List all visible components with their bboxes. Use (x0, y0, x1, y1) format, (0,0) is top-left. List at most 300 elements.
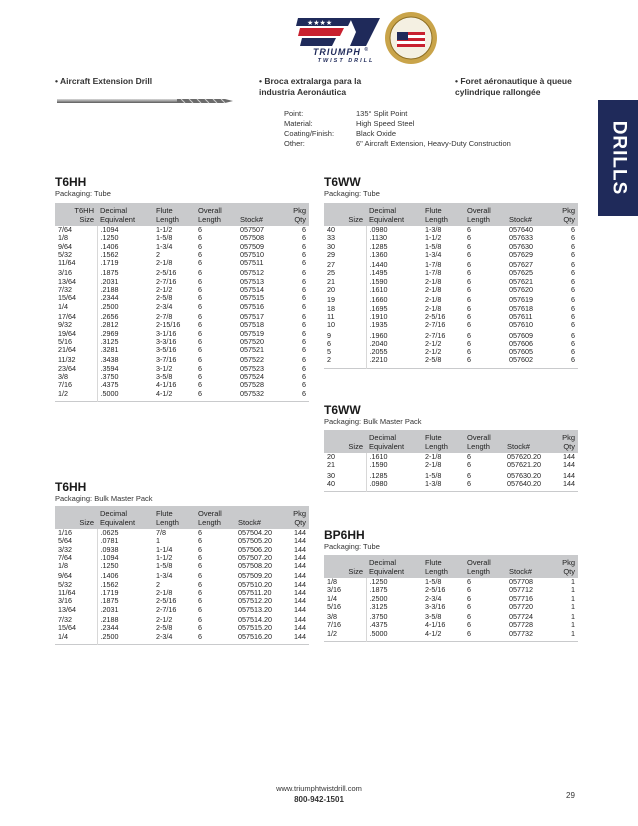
table-cell: 057532 (240, 388, 264, 398)
table-cell: .1562 (97, 251, 153, 259)
table-cell: 6 (302, 301, 306, 311)
table-cell: 1 (571, 601, 575, 611)
column-header-line: Qty (294, 518, 306, 527)
table-cell: 6 (302, 233, 306, 243)
footer-website[interactable]: www.triumphtwistdrill.com (276, 784, 362, 793)
table-row (55, 251, 309, 259)
table-cell: 7/64 (58, 552, 72, 562)
table-cell: .1719 (97, 259, 153, 267)
table-row (324, 269, 578, 277)
made-in-usa-seal-icon (383, 10, 439, 66)
table-cell: 3/8 (58, 372, 68, 382)
table-cell: 6 (571, 268, 575, 278)
table-cell: 1-5/8 (425, 470, 442, 480)
table-cell: 21/64 (58, 345, 76, 355)
table-cell: .1590 (366, 461, 422, 469)
table-row (324, 251, 578, 259)
table-cell: 18 (327, 303, 335, 313)
table-cell: 6 (198, 345, 202, 355)
table-cell: 1-5/8 (156, 233, 173, 243)
table-cell: 2-3/4 (156, 631, 173, 641)
table-cell: 3-1/2 (156, 363, 173, 373)
column-header-line: Decimal (100, 509, 128, 518)
table-cell: .1875 (97, 597, 153, 605)
column-header-line: T6HH (74, 206, 94, 215)
table-cell: 6 (571, 241, 575, 251)
table-cell: .5000 (366, 630, 422, 642)
t6ww-bulk-subtitle: Packaging: Bulk Master Pack (324, 417, 422, 426)
table-cell: 6 (198, 293, 202, 303)
table-cell: .0938 (97, 546, 153, 554)
table-cell: 1-1/2 (156, 552, 173, 562)
table-cell: 6 (467, 260, 471, 270)
table-cell: 057620.20 (507, 452, 541, 461)
table-cell: 21 (327, 276, 335, 286)
column-header-line: Length (467, 215, 490, 224)
table-cell: 6 (467, 311, 471, 321)
table-cell: .3125 (97, 338, 153, 346)
column-header-line: Flute (425, 558, 442, 567)
table-cell: 057522 (240, 355, 264, 365)
table-cell: 6 (467, 612, 471, 622)
table-cell: 1-1/2 (156, 225, 173, 234)
table-row (55, 303, 309, 311)
column-header (97, 203, 153, 226)
column-header (464, 203, 506, 226)
table-cell: 9/32 (58, 320, 72, 330)
t6hh-tube-title: T6HH (55, 175, 87, 189)
column-header-line: Length (467, 442, 490, 451)
table-row (55, 390, 309, 402)
table-cell: 6 (302, 355, 306, 365)
table-cell: 1/4 (327, 593, 337, 603)
column-header (55, 203, 97, 226)
table-cell: 6 (467, 241, 471, 251)
table-cell: 1-1/2 (425, 233, 442, 243)
table-cell: 6 (571, 355, 575, 365)
table-row (324, 340, 578, 348)
drill-bit-image (55, 96, 235, 106)
t6ww-tube-subtitle: Packaging: Tube (324, 189, 380, 198)
table-cell: 144 (563, 452, 575, 461)
table-header-row (324, 430, 578, 453)
table-row (324, 586, 578, 594)
table-header-row (55, 203, 309, 226)
column-header-line: Length (198, 518, 221, 527)
table-header-row (324, 203, 578, 226)
table-cell: 057605 (509, 347, 533, 357)
table-cell: 6 (571, 320, 575, 330)
table-cell: 2-3/4 (425, 593, 442, 603)
table-cell: 2-5/16 (156, 268, 177, 278)
table-cell: 057606 (509, 338, 533, 348)
table-cell: 6 (302, 380, 306, 390)
table-cell: 144 (294, 552, 306, 562)
t6hh-tube-subtitle: Packaging: Tube (55, 189, 111, 198)
table-cell: 6 (302, 241, 306, 251)
table-row (324, 321, 578, 329)
table-cell: 057732 (509, 628, 533, 638)
table-cell: .3125 (366, 603, 422, 611)
table-cell: 057518 (240, 320, 264, 330)
table-row (324, 278, 578, 286)
table-cell: 2-5/8 (425, 355, 442, 365)
t6ww-tube-title: T6WW (324, 175, 361, 189)
page-number: 29 (566, 791, 575, 800)
table-cell: 057611 (509, 311, 533, 321)
table-cell: 057509.20 (238, 571, 272, 581)
column-header-line: Size (79, 518, 94, 527)
table-cell: 144 (294, 544, 306, 554)
table-row (324, 630, 578, 642)
table-cell: 23/64 (58, 363, 76, 373)
table-cell: 2-1/8 (425, 276, 442, 286)
table-cell: .2812 (97, 321, 153, 329)
table-cell: .4375 (366, 621, 422, 629)
column-header (324, 555, 366, 578)
table-cell: .3750 (97, 373, 153, 381)
table-cell: 057609 (509, 330, 533, 340)
table-cell: 40 (327, 478, 335, 488)
table-cell: 6 (302, 311, 306, 321)
column-header-line: Flute (156, 206, 173, 215)
table-row (324, 330, 578, 340)
column-header (324, 203, 366, 226)
table-row (55, 226, 309, 234)
column-header-line: Size (348, 567, 363, 576)
table-cell: 1-3/4 (156, 241, 173, 251)
table-cell: 3/16 (58, 596, 72, 606)
table-row (324, 480, 578, 492)
column-header (235, 506, 283, 529)
table-cell: 6 (327, 338, 331, 348)
table-cell: .1250 (366, 578, 422, 586)
table-cell: 2 (327, 355, 331, 365)
table-cell: 6 (198, 363, 202, 373)
t6ww-bulk-title: T6WW (324, 403, 361, 417)
table-header-row (55, 506, 309, 529)
column-header-line: Qty (294, 215, 306, 224)
table-cell: 6 (571, 330, 575, 340)
table-cell: 6 (467, 620, 471, 630)
column-header-line: Size (348, 442, 363, 451)
column-header-line: Length (467, 567, 490, 576)
column-header (422, 555, 464, 578)
column-header-line (327, 433, 363, 442)
table-cell: 057511 (240, 258, 264, 268)
table-cell: 1/4 (58, 631, 68, 641)
table-cell: 144 (563, 460, 575, 470)
table-cell: 144 (294, 631, 306, 641)
drills-section-tab: DRILLS (598, 100, 638, 216)
table-cell: .3281 (97, 346, 153, 354)
table-cell: 6 (198, 372, 202, 382)
table-cell: 6 (302, 328, 306, 338)
table-cell: 057625 (509, 268, 533, 278)
column-header-line: Qty (563, 567, 575, 576)
column-header-line (58, 509, 94, 518)
column-header (237, 203, 283, 226)
table-cell: 057630 (509, 241, 533, 251)
table-cell: 6 (302, 293, 306, 303)
table-cell: 057516.20 (238, 631, 272, 641)
table-cell: 6 (302, 345, 306, 355)
table-cell: 19/64 (58, 328, 76, 338)
table-cell: 057720 (509, 601, 533, 611)
column-header (366, 555, 422, 578)
table-cell: 6 (467, 295, 471, 305)
table-cell: 6 (198, 552, 202, 562)
table-cell: 057506.20 (238, 544, 272, 554)
t6hh-bulk-subtitle: Packaging: Bulk Master Pack (55, 494, 153, 503)
table-cell: 6 (467, 347, 471, 357)
column-header-line (240, 206, 280, 215)
table-cell: 144 (563, 470, 575, 480)
table-cell: 6 (467, 330, 471, 340)
column-header-line: Overall (467, 206, 491, 215)
table-cell: 6 (302, 276, 306, 286)
table-cell: 2-7/16 (156, 604, 177, 614)
table-cell: 2-1/2 (425, 338, 442, 348)
table-cell: 2-5/16 (425, 585, 446, 595)
table-cell: 2-5/16 (156, 596, 177, 606)
table-cell: 2-5/8 (156, 293, 173, 303)
table-row (55, 243, 309, 251)
table-header-row (324, 555, 578, 578)
table-row (324, 305, 578, 313)
column-header (366, 203, 422, 226)
table-cell: 5/64 (58, 536, 72, 546)
column-header (552, 555, 578, 578)
table-cell: 6 (302, 225, 306, 234)
table-cell: 6 (571, 276, 575, 286)
table-cell: .1094 (97, 554, 153, 562)
table-cell: 057512 (240, 268, 264, 278)
table-row (55, 354, 309, 364)
table-cell: 9/64 (58, 241, 72, 251)
table-cell: 144 (294, 561, 306, 571)
footer-phone: 800-942-1501 (294, 795, 344, 804)
table-cell: 144 (294, 623, 306, 633)
table-cell: 20 (327, 285, 335, 295)
column-header-line: Decimal (369, 558, 397, 567)
table-cell: .1590 (366, 278, 422, 286)
column-header-line: Length (425, 567, 448, 576)
column-header-line: Stock# (238, 518, 261, 527)
table-cell: 057618 (509, 303, 533, 313)
table-cell: 057523 (240, 363, 264, 373)
table-cell: 6 (467, 320, 471, 330)
table-row (55, 311, 309, 321)
table-cell: 6 (467, 233, 471, 243)
table-cell: 6 (302, 320, 306, 330)
table-cell: 057640.20 (507, 478, 541, 488)
table-cell: 6 (198, 604, 202, 614)
table-cell: 9 (327, 330, 331, 340)
table-cell: 13/64 (58, 276, 76, 286)
column-header (55, 506, 97, 529)
table-cell: 29 (327, 249, 335, 259)
column-header-line: Equivalent (369, 215, 405, 224)
table-cell: 30 (327, 241, 335, 251)
table-cell: 6 (198, 233, 202, 243)
table-cell: .1406 (97, 570, 153, 580)
title-french: • Foret aéronautique à queue cylindrique rallongée (455, 76, 572, 97)
table-cell: 1 (571, 612, 575, 622)
table-cell: 6 (467, 577, 471, 586)
table-cell: 2-1/2 (156, 614, 173, 624)
bp6hh-tube-title: BP6HH (324, 528, 365, 542)
column-header-line (327, 206, 363, 215)
t6hh-bulk-title: T6HH (55, 480, 87, 494)
table-cell: 2-1/8 (425, 460, 442, 470)
table-cell: 057602 (509, 355, 533, 365)
table-cell: 7/16 (58, 380, 72, 390)
table-cell: 1 (571, 593, 575, 603)
column-header-line: Length (425, 215, 448, 224)
table-cell: 6 (198, 571, 202, 581)
table-cell: 6 (198, 328, 202, 338)
table-cell: 10 (327, 320, 335, 330)
column-header (97, 506, 153, 529)
table-row (55, 234, 309, 242)
table-cell: .1875 (97, 267, 153, 277)
table-cell: 057621 (509, 276, 533, 286)
table-cell: 6 (198, 380, 202, 390)
table-cell: 057708 (509, 577, 533, 586)
column-header-line: Length (425, 442, 448, 451)
column-header-line: Equivalent (369, 442, 405, 451)
table-cell: 40 (327, 225, 335, 234)
column-header (153, 203, 195, 226)
column-header-line: Equivalent (100, 215, 136, 224)
table-cell: .1960 (366, 330, 422, 340)
table-row (55, 346, 309, 354)
table-cell: .1562 (97, 581, 153, 589)
table-cell: .1935 (366, 321, 422, 329)
table-cell: 3-7/16 (156, 355, 177, 365)
table-cell: 6 (467, 225, 471, 234)
table-cell: 6 (198, 285, 202, 295)
table-cell: 144 (294, 604, 306, 614)
table-cell: 057728 (509, 620, 533, 630)
table-row (55, 278, 309, 286)
table-cell: .5000 (97, 390, 153, 402)
table-cell: 2-1/8 (425, 303, 442, 313)
table-cell: 6 (467, 303, 471, 313)
column-header (552, 203, 578, 226)
table-cell: 6 (467, 628, 471, 638)
column-header-line: Overall (198, 206, 222, 215)
table-cell: 1/8 (58, 233, 68, 243)
table-cell: 11/64 (58, 258, 76, 268)
table-cell: 2-15/16 (156, 320, 181, 330)
table-cell: 2-1/8 (156, 258, 173, 268)
table-cell: 6 (571, 338, 575, 348)
table-cell: .1910 (366, 313, 422, 321)
table-cell: 2-1/8 (425, 295, 442, 305)
table-cell: 057519 (240, 328, 264, 338)
column-header (552, 430, 578, 453)
table-cell: 057515 (240, 293, 264, 303)
table-cell: 3-3/16 (156, 336, 177, 346)
table-cell: 057630.20 (507, 470, 541, 480)
t6hh-bulk-table (55, 506, 309, 645)
column-header-line: Pkg (562, 433, 575, 442)
table-row (324, 611, 578, 621)
table-cell: 144 (294, 596, 306, 606)
table-cell: 144 (294, 588, 306, 598)
table-cell: 6 (467, 585, 471, 595)
table-cell: 057633 (509, 233, 533, 243)
table-cell: .2031 (97, 278, 153, 286)
table-cell: 21 (327, 460, 335, 470)
table-cell: .1250 (97, 234, 153, 242)
table-cell: .1250 (97, 562, 153, 570)
table-cell: 057610 (509, 320, 533, 330)
table-row (55, 267, 309, 277)
table-cell: 9/64 (58, 571, 72, 581)
table-cell: 33 (327, 233, 335, 243)
table-cell: 3-5/16 (156, 345, 177, 355)
table-cell: .1610 (366, 453, 422, 461)
table-cell: 25 (327, 268, 335, 278)
table-cell: .3438 (97, 354, 153, 364)
table-cell: 6 (467, 470, 471, 480)
table-cell: .2500 (97, 633, 153, 645)
table-cell: 057504.20 (238, 528, 272, 537)
table-cell: 11 (327, 311, 335, 321)
table-cell: 6 (467, 276, 471, 286)
t6ww-tube-table (324, 203, 578, 369)
table-cell: 1 (571, 577, 575, 586)
bp6hh-tube-subtitle: Packaging: Tube (324, 542, 380, 551)
table-cell: 6 (571, 225, 575, 234)
table-cell: 6 (198, 631, 202, 641)
table-cell: 057520 (240, 336, 264, 346)
column-header-line: Pkg (562, 558, 575, 567)
table-cell: .2055 (366, 348, 422, 356)
table-cell: 057505.20 (238, 536, 272, 546)
table-cell: 3/32 (58, 544, 72, 554)
table-row (55, 286, 309, 294)
column-header (153, 506, 195, 529)
table-cell: 1 (571, 620, 575, 630)
table-cell: 1-3/4 (156, 571, 173, 581)
column-header (283, 203, 309, 226)
column-header-line: Equivalent (100, 518, 136, 527)
table-cell: 5 (327, 347, 331, 357)
table-cell: 5/16 (327, 601, 341, 611)
table-cell: 057507 (240, 225, 264, 234)
table-cell: .2188 (97, 614, 153, 624)
table-cell: 6 (198, 355, 202, 365)
table-cell: 144 (294, 536, 306, 546)
table-cell: 1-3/8 (425, 225, 442, 234)
table-cell: 3/16 (58, 268, 72, 278)
table-cell: 3-5/8 (425, 612, 442, 622)
table-cell: 15/64 (58, 623, 76, 633)
table-cell: 5/16 (58, 336, 72, 346)
column-header (506, 203, 552, 226)
table-cell: 057629 (509, 249, 533, 259)
table-cell: 2-7/8 (156, 311, 173, 321)
table-cell: 1-3/8 (425, 478, 442, 488)
table-row (324, 621, 578, 629)
table-cell: 3/8 (327, 612, 337, 622)
table-cell: 1 (156, 536, 160, 546)
table-cell: 1-5/8 (425, 577, 442, 586)
